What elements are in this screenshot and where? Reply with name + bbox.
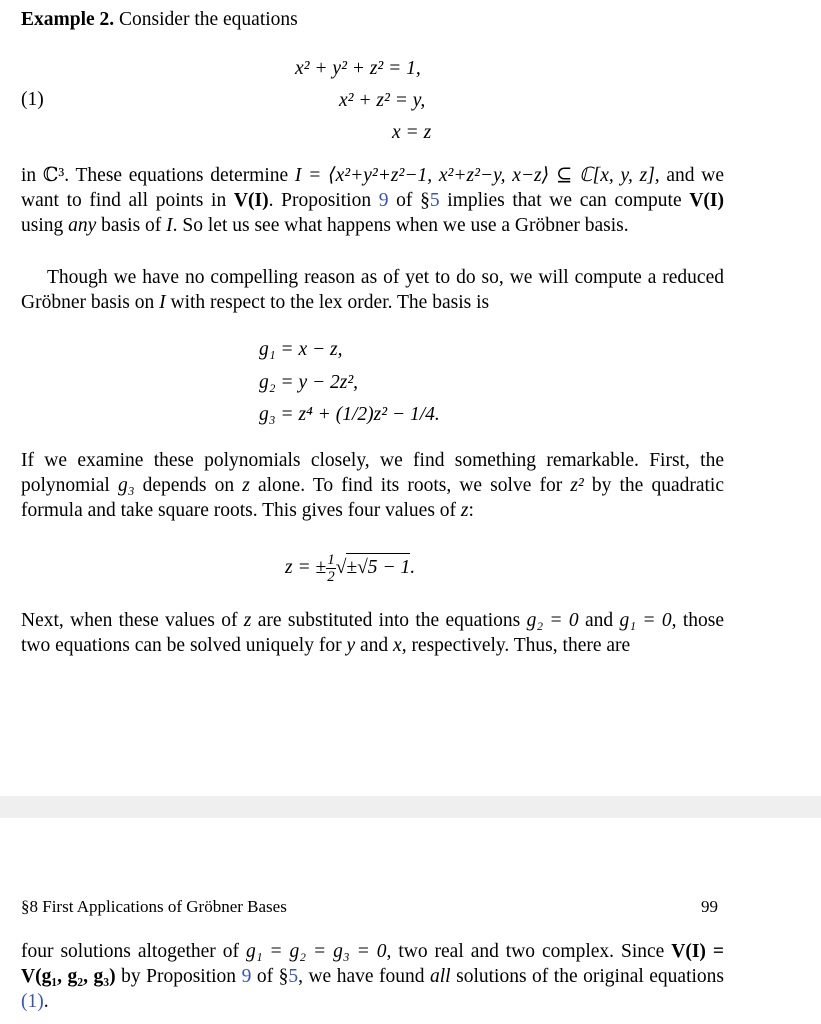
- sqrt-sign-icon: √: [335, 556, 347, 578]
- example-intro: Consider the equations: [119, 9, 298, 30]
- system-eq-1: x² + y² + z² = 1,: [295, 58, 421, 79]
- running-head: §8 First Applications of Gröbner Bases: [21, 897, 287, 916]
- basis-g3: g₃ = z⁴ + (1/2)z² − 1/4.: [259, 404, 440, 425]
- basis-g1: g₁ = x − z,: [259, 339, 343, 360]
- page-separator: [0, 796, 821, 818]
- system-eq-2: x² + z² = y,: [339, 90, 426, 111]
- example-heading: Example 2.: [21, 9, 115, 30]
- link-proposition-9-p2[interactable]: 9: [241, 966, 252, 987]
- system-eq-3: x = z: [392, 122, 432, 143]
- link-equation-1[interactable]: (1): [21, 991, 44, 1012]
- link-proposition-9[interactable]: 9: [378, 190, 389, 211]
- paragraph-1: in ℂ³. These equations determine I = ⟨x²+y²+z²−1, x²+z²−y, x−z⟩ ⊆ ℂ[x, y, z], and we want to find all points in V(I). Proposition 9 of §5 implies that we can compute V(I) using any basis of I. So let us see what happens when we use a Gröbner basis.: [21, 165, 724, 236]
- one-half-fraction: $\frac{1}{2}$: [327, 552, 335, 585]
- paragraph-5: four solutions altogether of g₁ = g₂ = g₃ = 0, two real and two complex. Since V(I) = V(g₁, g₂, g₃) by Proposition 9 of §5, we have found all solutions of the original equations (1).: [21, 941, 725, 1012]
- link-section-5-p2[interactable]: 5: [288, 966, 299, 987]
- page-number: 99: [701, 897, 718, 916]
- paragraph-4: Next, when these values of z are substituted into the equations g₂ = 0 and g₁ = 0, those two equations can be solved uniquely for y and x, respectively. Thus, there are: [21, 610, 724, 656]
- example-heading-line: [21, 7, 298, 32]
- equation-number: (1): [21, 89, 44, 110]
- paragraph-2: Though we have no compelling reason as of yet to do so, we will compute a reduced Gröbner basis on I with respect to the lex order. The basis is: [21, 267, 724, 313]
- roots-equation: z = ± $\frac{1}{2}$ √±√5 − 1.: [285, 552, 416, 585]
- link-section-5[interactable]: 5: [429, 190, 440, 211]
- paragraph-3: If we examine these polynomials closely, we find something remarkable. First, the polynomial g₃ depends on z alone. To find its roots, we solve for z² by the quadratic formula and take square roots. This gives four values of z:: [21, 450, 724, 521]
- basis-g2: g₂ = y − 2z²,: [259, 372, 359, 393]
